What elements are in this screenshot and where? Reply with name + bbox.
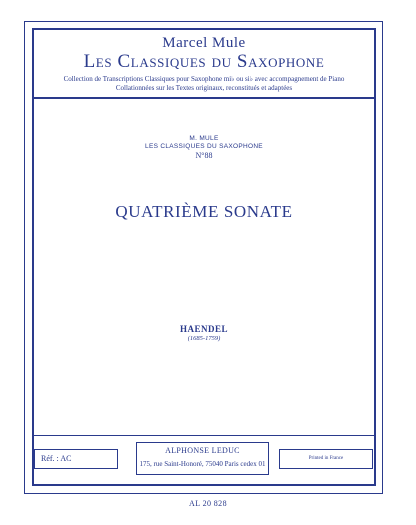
header-divider [34,97,374,99]
plate-series: LES CLASSIQUES DU SAXOPHONE [145,143,263,150]
composer-name: HAENDEL [179,324,228,334]
publisher-name: ALPHONSE LEDUC [165,446,240,455]
plate-editor: M. MULE [189,135,219,142]
work-title: QUATRIÈME SONATE [115,202,293,221]
printed-in-box: Printed in France [279,449,373,469]
series-editor: Marcel Mule [162,35,246,51]
series-subtitle-line1: Collection de Transcriptions Classiques pour Saxophone mi♭ ou si♭ avec accompagnement de Piano [63,75,345,83]
plate-code: AL 20 828 [189,499,227,508]
publisher-address: 175, rue Saint-Honoré, 75040 Paris cedex 01 [139,460,266,468]
series-subtitle-line2: Collationnées sur les Textes originaux, reconstitués et adaptées [115,84,293,92]
series-title: Les Classiques du Saxophone [83,51,325,72]
reference-box: Réf. : AC [34,449,118,469]
footer-divider [34,435,374,436]
publisher-box [136,442,269,475]
plate-number: N°88 [195,151,213,160]
composer-dates: (1685-1759) [187,335,221,342]
